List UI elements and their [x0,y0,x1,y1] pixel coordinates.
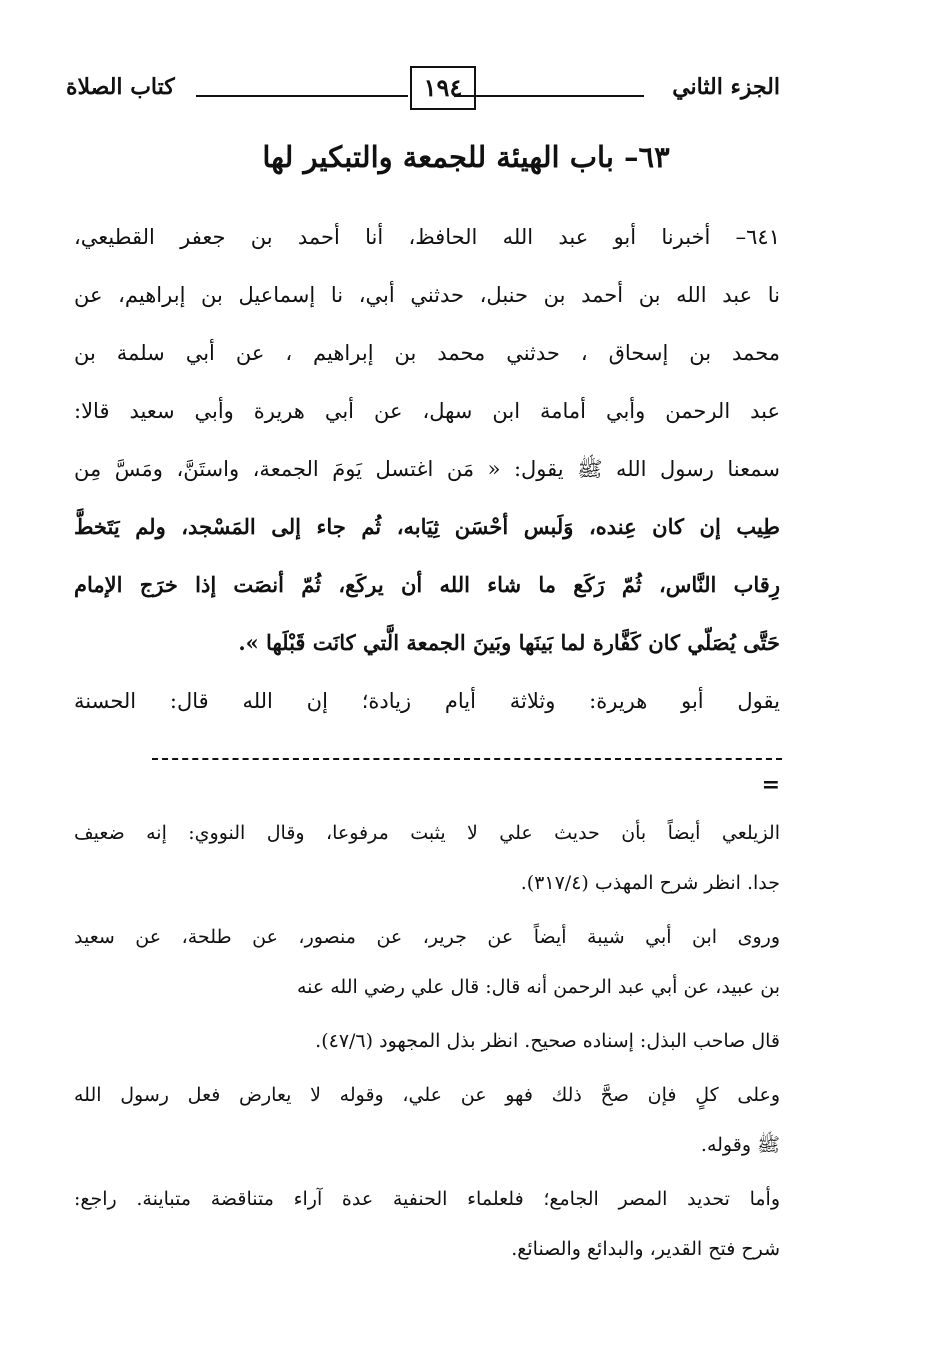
footnote-line: وعلى كلٍ فإن صحَّ ذلك فهو عن علي، وقوله لا يعارض فعل رسول الله [74,1084,780,1106]
text-line: نا عبد الله بن أحمد بن حنبل، حدثني أبي، نا إسماعيل بن إبراهيم، عن [74,283,780,307]
text-line: يقول أبو هريرة: وثلاثة أيام زيادة؛ إن الله قال: الحسنة [74,689,780,713]
hadith-text [74,208,780,730]
running-header-volume: الجزء الثاني [672,74,780,100]
header-rule-right [454,95,644,97]
footnotes [74,808,780,1274]
header-rule-left [196,95,408,97]
footnote-line: ﷺ وقوله. [700,1134,780,1156]
text-line: رِقاب النَّاس، ثُمّ رَكَع ما شاء الله أن يركَع، ثُمّ أنصَت إذا خرَج الإمام [74,572,780,597]
footnote-continuation-marker: = [761,772,780,798]
footnote-line: جدا. انظر شرح المهذب (٣١٧/٤). [520,872,780,894]
page-number-box: ١٩٤ [410,66,476,110]
text-line: سمعنا رسول الله ﷺ يقول: « مَن اغتسل يَومَ الجمعة، واستَنَّ، ومَسَّ مِن [74,457,780,481]
running-header-book: كتاب الصلاة [66,74,175,100]
footnote-line: الزيلعي أيضاً بأن حديث علي لا يثبت مرفوعا، وقال النووي: إنه ضعيف [74,822,780,844]
footnote-line: بن عبيد، عن أبي عبد الرحمن أنه قال: قال علي رضي الله عنه [296,976,780,998]
text-line: محمد بن إسحاق ، حدثني محمد بن إبراهيم ، عن أبي سلمة بن [74,341,780,365]
footnote-line: قال صاحب البذل: إسناده صحيح. انظر بذل المجهود (٤٧/٦). [315,1030,780,1052]
chapter-title: ٦٣– باب الهيئة للجمعة والتبكير لها [262,140,670,174]
text-line: طِيب إن كان عِنده، وَلَبس أحْسَن ثِيَابه، ثُم جاء إلى المَسْجد، ولم يَتَخطَّ [74,514,780,539]
text-line: عبد الرحمن وأبي أمامة ابن سهل، عن أبي هريرة وأبي سعيد قالا: [74,399,780,423]
text-line: حَتَّى يُصَلّي كان كَفَّارة لما بَينَها وبَينَ الجمعة الَّتي كانَت قَبْلَها ». [238,630,780,655]
footnote-line: وأما تحديد المصر الجامع؛ فلعلماء الحنفية عدة آراء متناقضة متباينة. راجع: [74,1188,781,1210]
footnote-line: شرح فتح القدير، والبدائع والصنائع. [511,1238,780,1260]
text-line: ٦٤١– أخبرنا أبو عبد الله الحافظ، أنا أحمد بن جعفر القطيعي، [74,225,780,249]
footnote-line: وروى ابن أبي شيبة أيضاً عن جرير، عن منصور، عن طلحة، عن سعيد [74,926,780,948]
footnote-separator [152,758,782,760]
